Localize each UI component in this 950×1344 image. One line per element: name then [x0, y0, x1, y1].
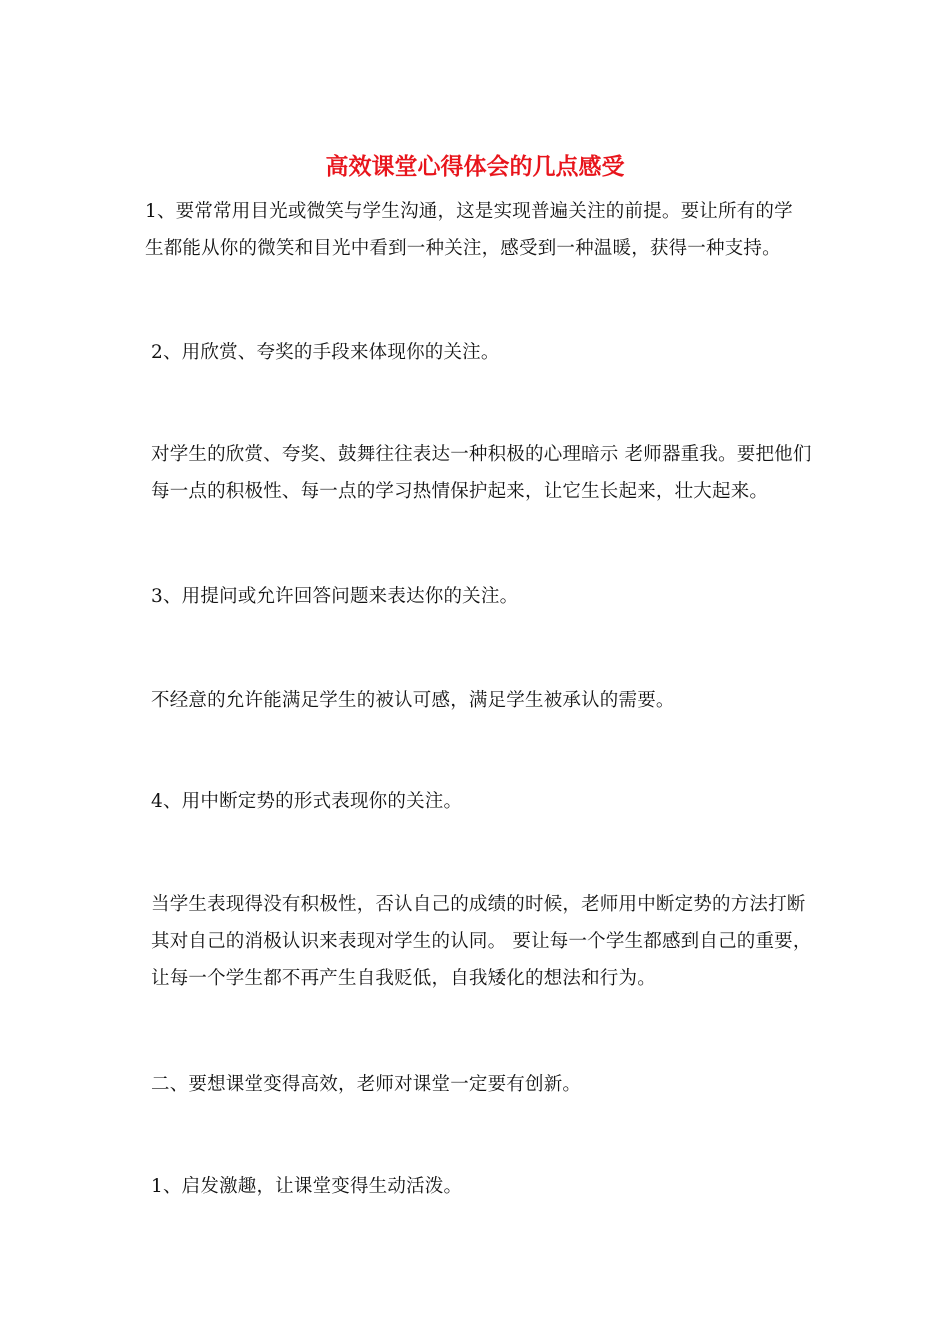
document-title: 高效课堂心得体会的几点感受: [325, 154, 625, 180]
paragraph-5: 不经意的允许能满足学生的被认可感，满足学生被承认的需要。: [151, 690, 675, 711]
paragraph-1: 1、要常常用目光或微笑与学生沟通，这是实现普遍关注的前提。要让所有的学生都能从你的微笑和目光中看到一种关注，感受到一种温暖，获得一种支持。: [145, 201, 793, 259]
paragraph-9: 1、启发激趣，让课堂变得生动活泼。: [151, 1176, 463, 1197]
paragraph-7: 当学生表现得没有积极性，否认自己的成绩的时候，老师用中断定势的方法打断其对自己的消极认识来表现对学生的认同。 要让每一个学生都感到自己的重要，让每一个学生都不再产生自我贬低，自我矮化的想法和行为。: [151, 894, 812, 989]
paragraph-6: 4、用中断定势的形式表现你的关注。: [151, 791, 463, 812]
paragraph-4: 3、用提问或允许回答问题来表达你的关注。: [151, 586, 519, 607]
paragraph-8: 二、要想课堂变得高效，老师对课堂一定要有创新。: [151, 1074, 582, 1095]
paragraph-2: 2、用欣赏、夸奖的手段来体现你的关注。: [151, 342, 500, 363]
paragraph-3: 对学生的欣赏、夸奖、鼓舞往往表达一种积极的心理暗示 老师器重我。要把他们每一点的积极性、每一点的学习热情保护起来，让它生长起来，壮大起来。: [151, 444, 812, 502]
